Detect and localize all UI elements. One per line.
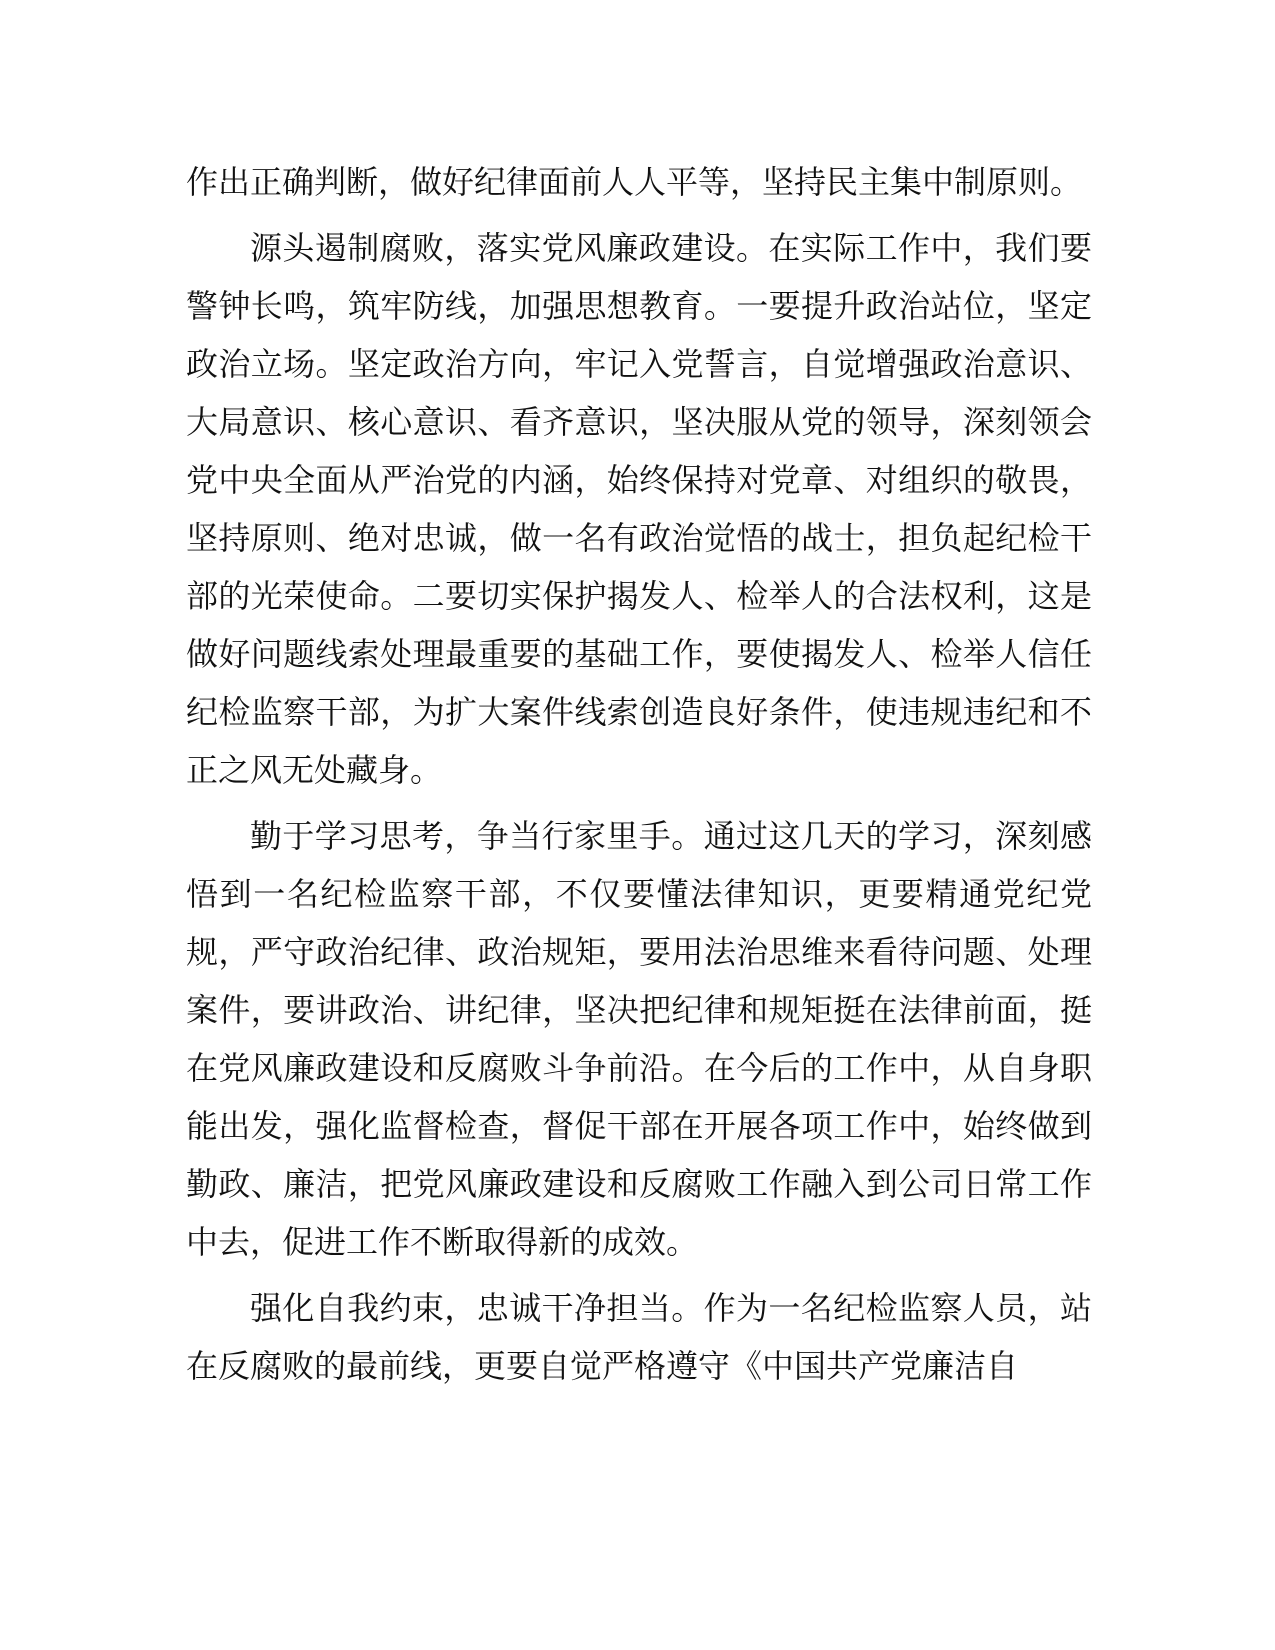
paragraph-anti-corruption: 源头遏制腐败，落实党风廉政建设。在实际工作中，我们要警钟长鸣，筑牢防线，加强思想教育。一要提升政治站位，坚定政治立场。坚定政治方向，牢记入党誓言，自觉增强政治意识、大局意识、核心意识、看齐意识，坚决服从党的领导，深刻领会党中央全面从严治党的内涵，始终保持对党章、对组织的敬畏，坚持原则、绝对忠诚，做一名有政治觉悟的战士，担负起纪检干部的光荣使命。二要切实保护揭发人、检举人的合法权利，这是做好问题线索处理最重要的基础工作，要使揭发人、检举人信任纪检监察干部，为扩大案件线索创造良好条件，使违规违纪和不正之风无处藏身。 [186, 229, 1092, 789]
paragraph-continued: 作出正确判断，做好纪律面前人人平等，坚持民主集中制原则。 [186, 163, 1083, 201]
paragraph-self-discipline: 强化自我约束，忠诚干净担当。作为一名纪检监察人员，站在反腐败的最前线，更要自觉严格遵守《中国共产党廉洁自 [186, 1289, 1092, 1385]
paragraph-study: 勤于学习思考，争当行家里手。通过这几天的学习，深刻感悟到一名纪检监察干部，不仅要懂法律知识，更要精通党纪党规，严守政治纪律、政治规矩，要用法治思维来看待问题、处理案件，要讲政治、讲纪律，坚决把纪律和规矩挺在法律前面，挺在党风廉政建设和反腐败斗争前沿。在今后的工作中，从自身职能出发，强化监督检查，督促干部在开展各项工作中，始终做到勤政、廉洁，把党风廉政建设和反腐败工作融入到公司日常工作中去，促进工作不断取得新的成效。 [186, 817, 1092, 1261]
document-body [186, 153, 1092, 1403]
